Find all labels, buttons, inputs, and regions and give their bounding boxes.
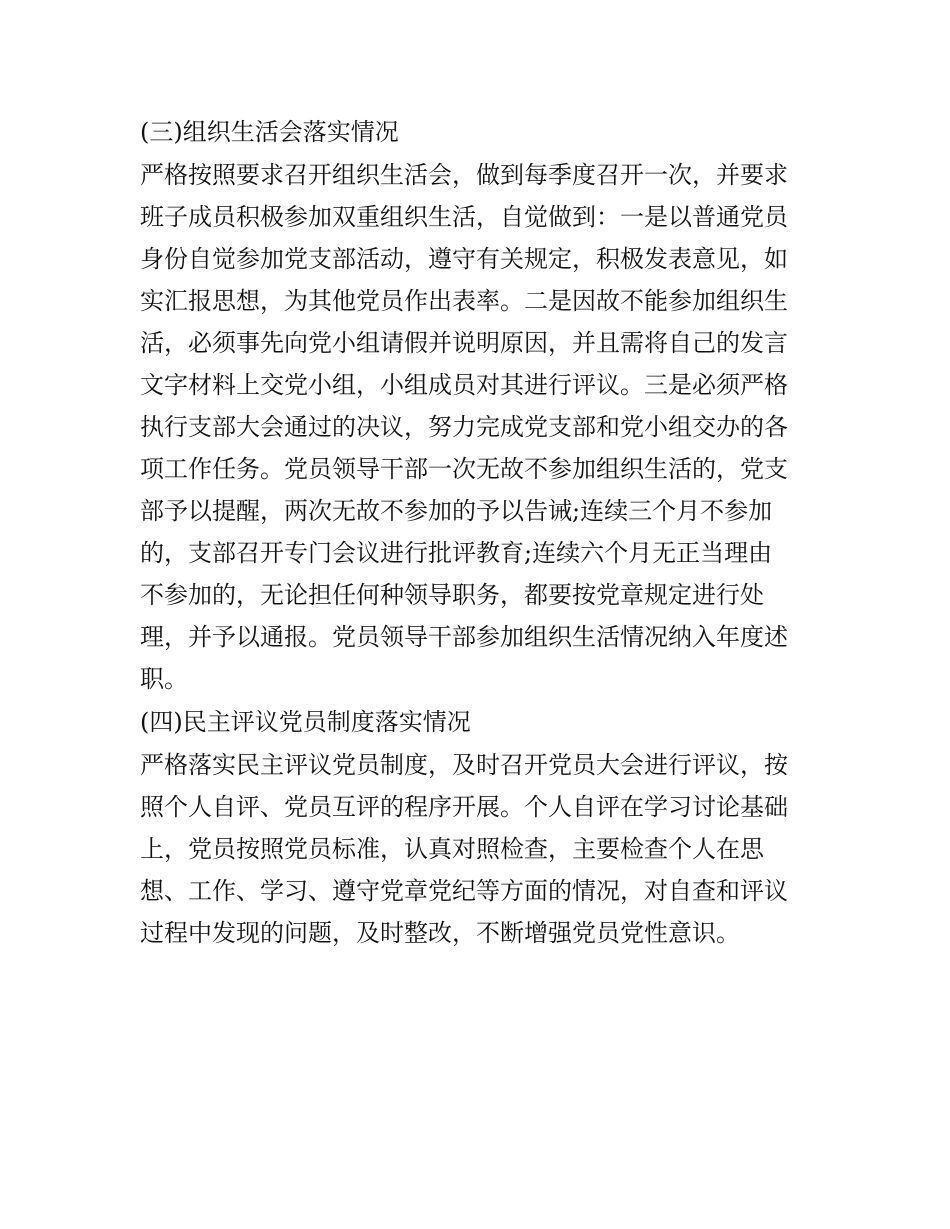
section-3-line-5: 活，必须事先向党小组请假并说明原因，并且需将自己的发言: [140, 329, 788, 357]
section-3-line-10: 的，支部召开专门会议进行批评教育;连续六个月无正当理由: [140, 539, 773, 567]
section-3-line-9: 部予以提醒，两次无故不参加的予以告诫;连续三个月不参加: [140, 497, 773, 525]
section-4-line-5: 过程中发现的问题，及时整改，不断增强党员党性意识。: [140, 919, 740, 947]
section-3-line-2: 班子成员积极参加双重组织生活，自觉做到：一是以普通党员: [140, 203, 788, 231]
section-4-heading: (四)民主评议党员制度落实情况: [140, 708, 471, 736]
section-3-line-12: 理，并予以通报。党员领导干部参加组织生活情况纳入年度述: [140, 623, 788, 651]
section-3-line-13: 职。: [140, 665, 188, 693]
section-3-line-6: 文字材料上交党小组，小组成员对其进行评议。三是必须严格: [140, 371, 788, 399]
section-4-line-1: 严格落实民主评议党员制度，及时召开党员大会进行评议，按: [140, 751, 788, 779]
section-3-line-11: 不参加的，无论担任何种领导职务，都要按党章规定进行处: [140, 581, 764, 609]
section-3-line-1: 严格按照要求召开组织生活会，做到每季度召开一次，并要求: [140, 161, 788, 189]
section-4-line-2: 照个人自评、党员互评的程序开展。个人自评在学习讨论基础: [140, 793, 788, 821]
section-4-line-4: 想、工作、学习、遵守党章党纪等方面的情况，对自查和评议: [140, 877, 788, 905]
section-4-line-3: 上，党员按照党员标准，认真对照检查，主要检查个人在思: [140, 835, 764, 863]
section-3-line-7: 执行支部大会通过的决议，努力完成党支部和党小组交办的各: [140, 413, 788, 441]
document-body: [140, 110, 820, 954]
section-3-line-8: 项工作任务。党员领导干部一次无故不参加组织生活的，党支: [140, 455, 788, 483]
section-3-line-4: 实汇报思想，为其他党员作出表率。二是因故不能参加组织生: [140, 287, 788, 315]
section-3-line-3: 身份自觉参加党支部活动，遵守有关规定，积极发表意见，如: [140, 245, 788, 273]
section-3-heading: (三)组织生活会落实情况: [140, 118, 399, 146]
